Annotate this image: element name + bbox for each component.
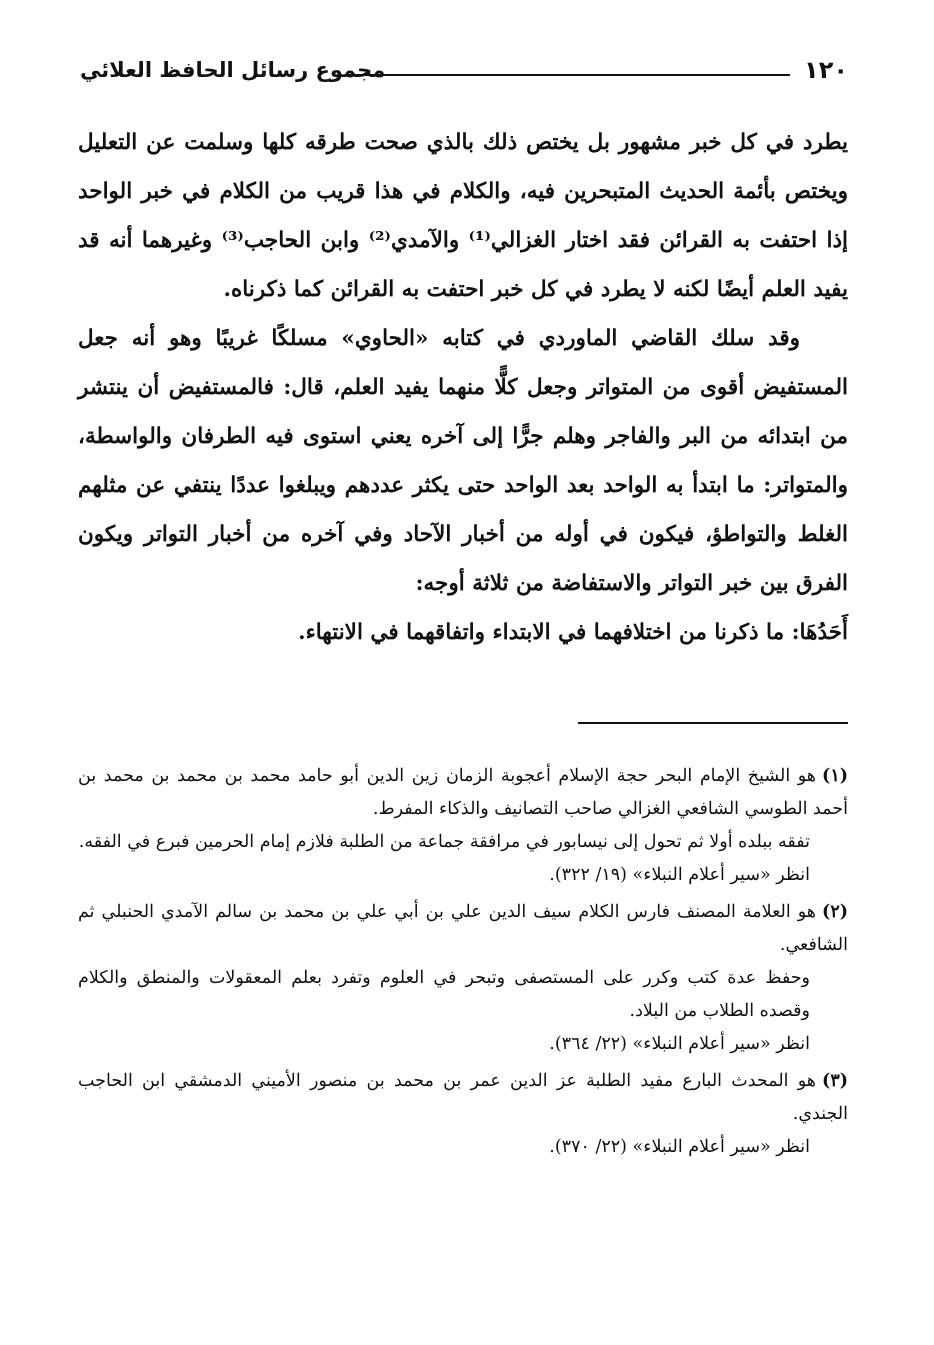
- footnote-line: انظر «سير أعلام النبلاء» (٢٢/ ٣٧٠).: [549, 1137, 810, 1157]
- footnote-separator: [578, 722, 848, 724]
- footnote-line: تفقه ببلده أولا ثم تحول إلى نيسابور في مرافقة جماعة من الطلبة فلازم إمام الحرمين فبرع في الفقه.: [78, 832, 810, 852]
- paragraph-3: [78, 608, 848, 657]
- footnote-number: (٣): [822, 1071, 848, 1091]
- paragraph-1: يطرد في كل خبر مشهور بل يختص ذلك بالذي صحت طرقه كلها وسلمت عن التعليل ويختص بأئمة الحديث المتبحرين فيه، والكلام في هذا قريب من الكلام في خبر الواحد إذا احتفت به القرائن فقد اختار الغزالي⁽¹⁾ والآمدي⁽²⁾ وابن الحاجب⁽³⁾ وغيرهما أنه قد يفيد العلم أيضًا لكنه لا يطرد في كل خبر احتفت به القرائن كما ذكرناه.: [78, 130, 849, 302]
- footnote-line: وحفظ عدة كتب وكرر على المستصفى وتبحر في العلوم وتفرد بعلم المعقولات والمنطق والكلام وقصده الطلاب من البلاد.: [78, 968, 810, 1021]
- page-header: [80, 52, 848, 96]
- book-title: مجموع رسائل الحافظ العلائي: [80, 58, 386, 82]
- page-number: ١٢٠: [804, 56, 848, 84]
- footnote-line: هو العلامة المصنف فارس الكلام سيف الدين علي بن أبي علي بن محمد بن سالم الآمدي الحنبلي ثم الشافعي.: [78, 902, 848, 955]
- footnote-2: [78, 896, 848, 1061]
- footnote-line: انظر «سير أعلام النبلاء» (١٩/ ٣٢٢).: [549, 865, 810, 885]
- footnote-line: هو المحدث البارع مفيد الطلبة عز الدين عمر بن محمد بن منصور الأميني الدمشقي ابن الحاجب الجندي.: [78, 1071, 848, 1124]
- footnote-1: [78, 760, 848, 892]
- main-text: [78, 118, 848, 657]
- footnotes: [78, 760, 848, 1168]
- footnote-number: (٢): [822, 902, 848, 922]
- footnote-line: هو الشيخ الإمام البحر حجة الإسلام أعجوبة الزمان زين الدين أبو حامد محمد بن محمد بن محمد بن أحمد الطوسي الشافعي الغزالي صاحب التصانيف والذكاء المفرط.: [78, 766, 848, 819]
- paragraph-3-text: ما ذكرنا من اختلافهما في الابتداء واتفاقهما في الانتهاء.: [298, 620, 785, 645]
- header-rule: [345, 74, 790, 76]
- footnote-line: انظر «سير أعلام النبلاء» (٢٢/ ٣٦٤).: [549, 1034, 810, 1054]
- footnote-3: [78, 1065, 848, 1164]
- footnote-number: (١): [822, 766, 848, 786]
- paragraph-2: وقد سلك القاضي الماوردي في كتابه «الحاوي» مسلكًا غريبًا وهو أنه جعل المستفيض أقوى من المتواتر وجعل كلًّا منهما يفيد العلم، قال: فالمستفيض أن ينتشر من ابتدائه من البر والفاجر وهلم جرًّا إلى آخره يعني استوى فيه الطرفان والواسطة، والمتواتر: ما ابتدأ به الواحد بعد الواحد حتى يكثر عددهم ويبلغوا عددًا ينتفي عن مثلهم الغلط والتواطؤ، فيكون في أوله من أخبار الآحاد وفي آخره من أخبار التواتر ويكون الفرق بين خبر التواتر والاستفاضة من ثلاثة أوجه:: [78, 326, 848, 596]
- paragraph-3-label: أَحَدُهَا:: [791, 620, 848, 645]
